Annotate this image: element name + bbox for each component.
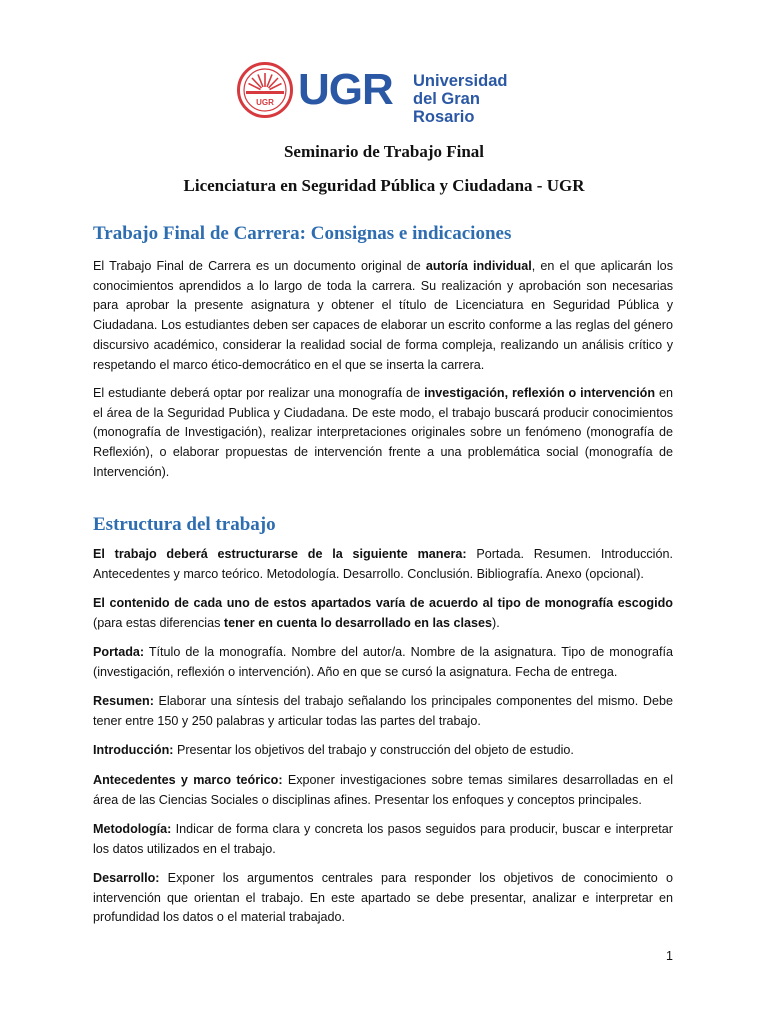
structure-item-introduccion — [93, 741, 673, 761]
paragraph-monografia — [93, 384, 673, 483]
logo-name-line2: del Gran Rosario — [413, 90, 480, 126]
item-text: Portada. Resumen. Introducción. Antecedentes y marco teórico. Metodología. Desarrollo. Conclusión. Bibliografía. Anexo (opcional). — [93, 547, 673, 581]
structure-item-portada — [93, 643, 673, 682]
university-logo — [236, 61, 536, 126]
item-text: Elaborar una síntesis del trabajo señalando los principales componentes del mismo. Debe tener entre 150 y 250 palabras y articular todas las partes del trabajo. — [93, 694, 673, 728]
item-label: Metodología: — [93, 822, 172, 836]
item-text: Título de la monografía. Nombre del autor/a. Nombre de la asignatura. Tipo de monografía (investigación, reflexión o intervención). Año en que se cursó la asignatura. Fecha de entrega. — [93, 645, 673, 679]
paragraph-intro — [93, 257, 673, 375]
item-label: Introducción: — [93, 743, 174, 757]
item-text: Indicar de forma clara y concreta los pasos seguidos para producir, buscar e interpretar los datos utilizados en el trabajo. — [93, 822, 673, 856]
paragraph-bold: investigación, reflexión o intervención — [424, 386, 656, 400]
item-label: El contenido de cada uno de estos apartados varía de acuerdo al tipo de monografía escogido — [93, 596, 673, 610]
structure-item-metodologia — [93, 820, 673, 859]
paragraph-text: , en el que aplicarán los conocimientos aprendidos a lo largo de toda la carrera. Su realización y aprobación son necesarias para aprobar la presente asignatura y obtener el título de Licenciatura en Seguridad Pública y Ciudadana. Los estudiantes deben ser capaces de elaborar un escrito conforme a las reglas del género discursivo académico, considerar la realidad social de forma compleja, realizando un análisis crítico y respetando el marco ético-democrático en el que se inserta la carrera. — [93, 259, 673, 372]
section-heading-consignas: Trabajo Final de Carrera: Consignas e indicaciones — [93, 223, 512, 244]
paragraph-bold: autoría individual — [425, 259, 532, 273]
logo-university-name — [413, 72, 536, 126]
logo-acronym: UGR — [298, 65, 393, 114]
structure-item-resumen — [93, 692, 673, 731]
item-text: Exponer investigaciones sobre temas similares desarrolladas en el área de las Ciencias Sociales o disciplinas afines. Presentar los enfoques y conceptos principales. — [93, 773, 673, 807]
paragraph-text: El Trabajo Final de Carrera es un documento original de — [93, 259, 426, 273]
document-subtitle: Licenciatura en Seguridad Pública y Ciudadana - UGR — [183, 176, 585, 195]
page-number: 1 — [666, 949, 673, 963]
logo-name-line1: Universidad — [413, 72, 508, 90]
item-label: Portada: — [93, 645, 145, 659]
paragraph-text: El estudiante deberá optar por realizar una monografía de — [93, 386, 425, 400]
item-text: (para estas diferencias — [93, 615, 224, 630]
item-text: Presentar los objetivos del trabajo y construcción del objeto de estudio. — [173, 743, 574, 757]
item-label: El trabajo deberá estructurarse de la siguiente manera: — [93, 547, 467, 561]
ugr-seal-icon — [236, 61, 294, 119]
item-text: ). — [492, 615, 500, 630]
section-heading-estructura: Estructura del trabajo — [93, 514, 276, 535]
document-title: Seminario de Trabajo Final — [283, 142, 485, 161]
item-label: Desarrollo: — [93, 871, 160, 885]
structure-item-antecedentes — [93, 771, 673, 810]
item-text: Exponer los argumentos centrales para responder los objetivos de conocimiento o intervención que orientan el trabajo. En este apartado se debe presentar, analizar e interpretar en profundidad los datos o el material trabajado. — [93, 871, 673, 925]
item-label: tener en cuenta lo desarrollado en las clases — [223, 615, 492, 630]
structure-item-desarrollo — [93, 869, 673, 928]
paragraph-text: en el área de la Seguridad Publica y Ciudadana. De este modo, el trabajo buscará producir conocimientos (monografía de Investigación), realizar interpretaciones originales sobre un fenómeno (monografía de Reflexión), o elaborar propuestas de intervención frente a una problemática social (monografía de Intervención). — [93, 386, 673, 479]
item-label: Resumen: — [93, 694, 154, 708]
structure-item-manera — [93, 545, 673, 584]
structure-item-contenido — [93, 594, 673, 633]
seal-text: UGR — [256, 98, 274, 107]
item-label: Antecedentes y marco teórico: — [93, 773, 283, 787]
